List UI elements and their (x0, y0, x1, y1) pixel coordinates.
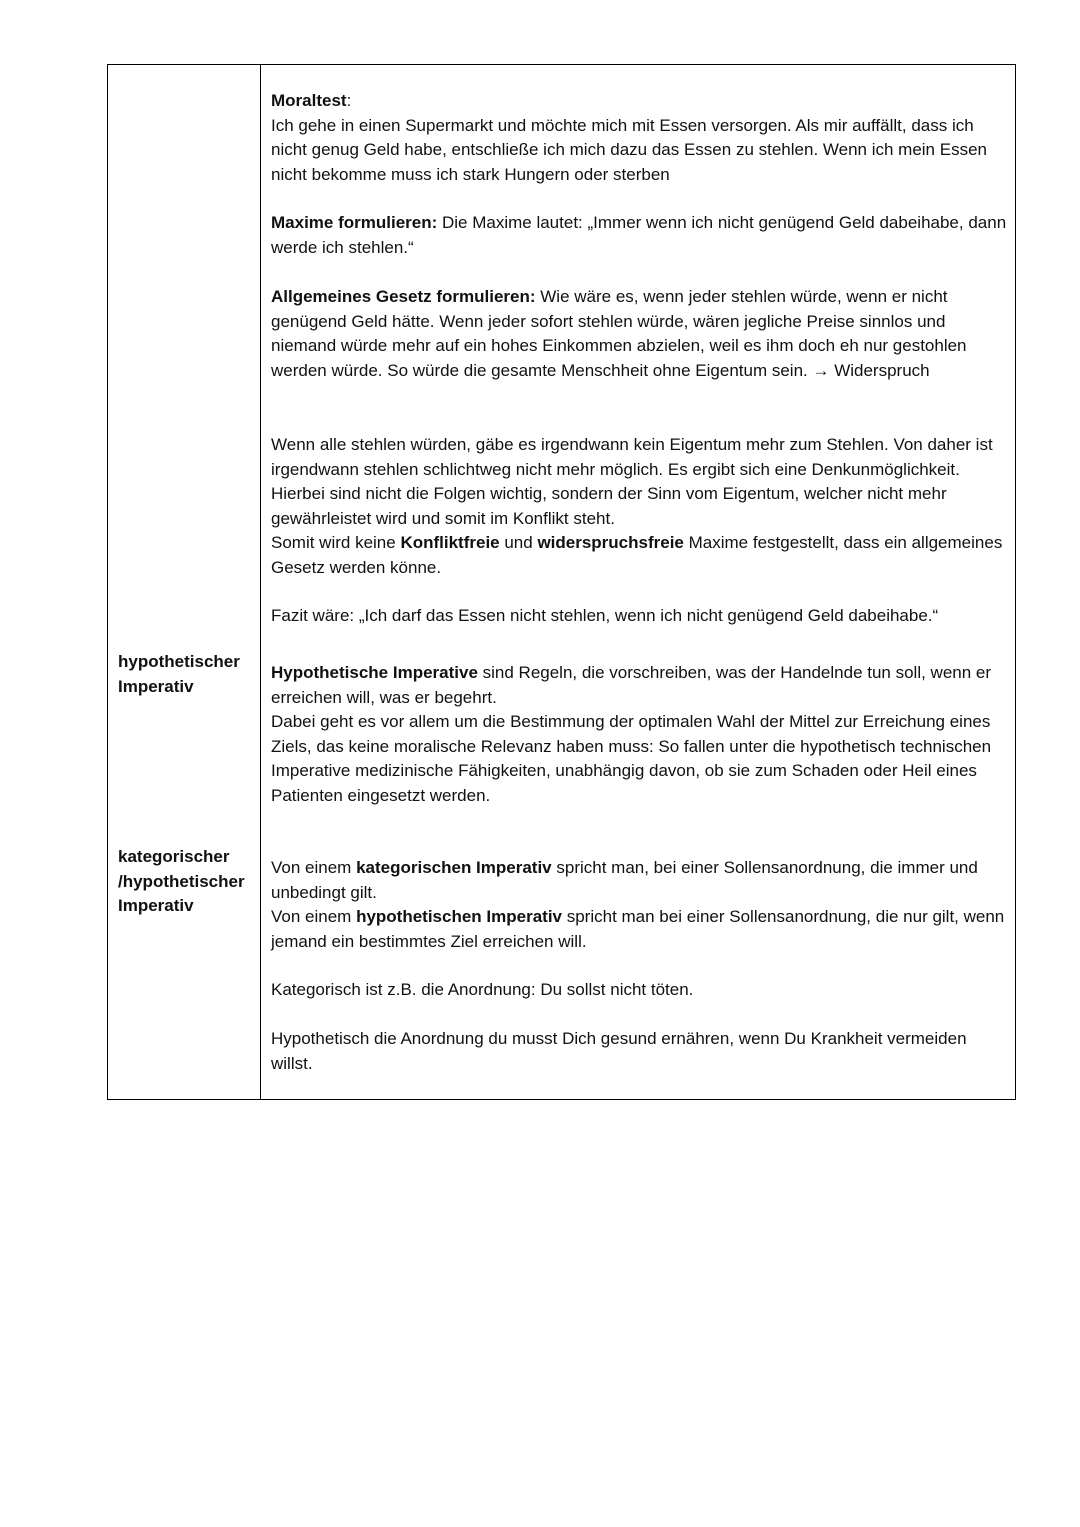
kategorisch-example-paragraph (271, 978, 1011, 1003)
gesetz-text: Wie wäre es, wenn jeder stehlen würde, wenn er nicht genügend Geld hätte. Wenn jeder sofort stehlen würde, wären jegliche Preise sinnlos und niemand würde mehr auf ein hohes Einkommen abzielen, weil es ihm doch eh nur gestohlen werden würde. So würde die gesamte Menschheit ohne Eigentum sein. → Widerspruch (271, 287, 967, 380)
hypothetisch-example-paragraph (271, 1027, 1011, 1076)
eigentum-text: Wenn alle stehlen würden, gäbe es irgendwann kein Eigentum mehr zum Stehlen. Von daher ist irgendwann stehlen schlichtweg nicht mehr möglich. Es ergibt sich eine Denkunmöglichkeit. Hierbei sind nicht die Folgen wichtig, sondern der Sinn vom Eigentum, welcher nicht mehr gewährleistet wird und somit im Konflikt steht. Somit wird keine (271, 435, 993, 552)
kategorisch-definition-paragraph (271, 856, 1011, 954)
gesetz-paragraph (271, 285, 1011, 383)
maxime-heading: Maxime formulieren: (271, 213, 438, 232)
widerspruchsfreie-term: widerspruchsfreie (537, 533, 684, 552)
hypothetischen-imperativ-term: hypothetischen Imperativ (356, 907, 562, 926)
moraltest-paragraph (271, 89, 1011, 187)
festgestellt-text: Maxime festgestellt, dass ein allgemeines Gesetz werden könne. (271, 533, 1003, 577)
hypothetische-text: sind Regeln, die vorschreiben, was der Handelnde tun soll, wenn er erreichen will, was er begehrt. Dabei geht es vor allem um die Bestimmung der optimalen Wahl der Mittel zur Erreichung eines Ziels, das keine moralische Relevanz haben muss: So fallen unter die hypothetisch technischen Imperative medizinische Fähigkeiten, unabhängig davon, ob sie zum Schaden oder Heil eines Patienten eingesetzt werden. (271, 663, 992, 805)
und-text: und (499, 533, 538, 552)
gesetz-heading: Allgemeines Gesetz formulieren: (271, 287, 536, 306)
ziel-text: spricht man bei einer Sollensanordnung, die nur gilt, wenn jemand ein bestimmtes Ziel erreichen will. (271, 907, 1005, 951)
hypothetische-term: Hypothetische Imperative (271, 663, 478, 682)
column-divider (260, 65, 261, 1099)
hypothetische-paragraph (271, 661, 1011, 808)
kategorischen-imperativ-term: kategorischen Imperativ (356, 858, 552, 877)
maxime-paragraph (271, 211, 1011, 260)
moraltest-text: : Ich gehe in einen Supermarkt und möchte mich mit Essen versorgen. Als mir auffällt, dass ich nicht genug Geld habe, entschließe ich mich dazu das Essen zu stehlen. Wenn ich mein Essen nicht bekomme muss ich stark Hungern oder sterben (271, 91, 987, 184)
konfliktfreie-term: Konfliktfreie (400, 533, 500, 552)
label-hypothetischer-imperativ: hypothetischer Imperativ (118, 652, 240, 696)
fazit-paragraph (271, 604, 1011, 629)
content-table (107, 64, 1016, 1100)
kategorisch-example-text: Kategorisch ist z.B. die Anordnung: Du sollst nicht töten. (271, 980, 694, 999)
sollensanordnung-text: spricht man, bei einer Sollensanordnung, die immer und unbedingt gilt. Von einem (271, 858, 978, 926)
moraltest-heading: Moraltest (271, 91, 347, 110)
von-einem-text: Von einem (271, 858, 357, 877)
maxime-text: Die Maxime lautet: „Immer wenn ich nicht genügend Geld dabeihabe, dann werde ich stehlen.“ (271, 213, 1007, 257)
eigentum-paragraph (271, 433, 1011, 580)
fazit-text: Fazit wäre: „Ich darf das Essen nicht stehlen, wenn ich nicht genügend Geld dabeihabe.“ (271, 606, 939, 625)
hypothetisch-example-text: Hypothetisch die Anordnung du musst Dich gesund ernähren, wenn Du Krankheit vermeiden willst. (271, 1029, 967, 1073)
label-kategorischer-hypothetischer-imperativ: kategorischer /hypothetischer Imperativ (118, 847, 245, 915)
